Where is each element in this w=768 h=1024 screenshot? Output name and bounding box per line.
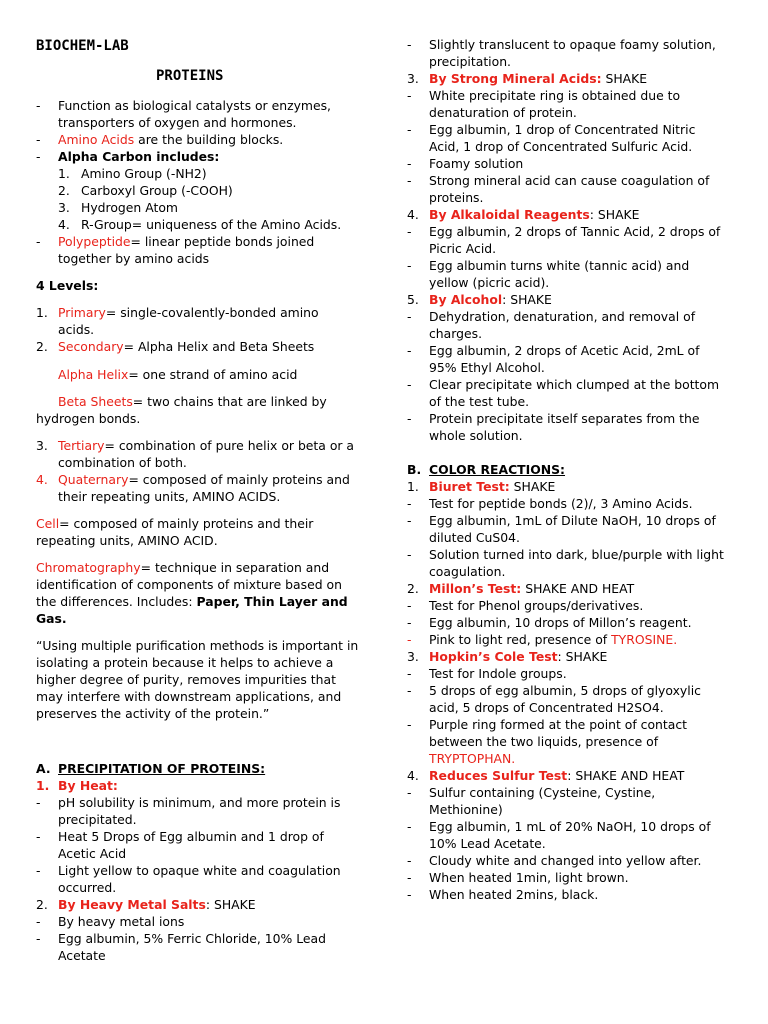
- term-cell: Cell: [36, 516, 60, 531]
- page-subtitle: PROTEINS: [156, 68, 224, 84]
- sulfur-action: : SHAKE AND HEAT: [567, 768, 685, 783]
- alpha-carbon-item: R-Group= uniqueness of the Amino Acids.: [81, 217, 342, 232]
- number-marker: 1.: [407, 479, 419, 494]
- sulfur-bullet-cont: Methionine): [429, 802, 503, 817]
- bullet-marker: -: [407, 173, 412, 188]
- sulfur-bullet: When heated 1min, light brown.: [429, 870, 629, 885]
- term-tertiary: Tertiary: [58, 438, 105, 453]
- alkaloidal-bullet-cont: yellow (picric acid).: [429, 275, 550, 290]
- biuret-action: SHAKE: [509, 479, 556, 494]
- number-marker: 4.: [58, 217, 70, 232]
- alcohol-bullet: Clear precipitate which clumped at the bottom: [429, 377, 720, 392]
- heavy-bullet: By heavy metal ions: [58, 914, 185, 929]
- bullet-marker: -: [36, 863, 41, 878]
- cell-definition: [36, 515, 313, 532]
- bullet-marker: -: [407, 377, 412, 392]
- beta-sheets-text: = two chains that are linked by: [132, 394, 327, 409]
- bullet-marker: -: [407, 258, 412, 273]
- number-marker: 3.: [407, 649, 419, 664]
- term-alcohol: By Alcohol: [429, 292, 503, 307]
- biuret-bullet: Egg albumin, 1mL of Dilute NaOH, 10 drops of: [429, 513, 716, 528]
- intro-amino-acids: [58, 131, 283, 148]
- millon-action: SHAKE AND HEAT: [521, 581, 635, 596]
- heavy-metal-action: : SHAKE: [205, 897, 256, 912]
- alpha-carbon-heading: Alpha Carbon includes:: [58, 149, 220, 164]
- chromatography-line3: [36, 593, 348, 610]
- alpha-helix-text: = one strand of amino acid: [128, 367, 298, 382]
- number-marker: 3.: [407, 71, 419, 86]
- cell-line2: repeating units, AMINO ACID.: [36, 533, 218, 548]
- alcohol-bullet: Egg albumin, 2 drops of Acetic Acid, 2mL of: [429, 343, 700, 358]
- number-marker: 2.: [407, 581, 419, 596]
- term-alkaloidal: By Alkaloidal Reagents: [429, 207, 590, 222]
- quote-line: higher degree of purity, removes impurities that: [36, 672, 336, 687]
- biuret-bullet: Test for peptide bonds (2)/, 3 Amino Acids.: [429, 496, 693, 511]
- mineral-bullet: Strong mineral acid can cause coagulation of: [429, 173, 710, 188]
- term-amino-acids: Amino Acids: [58, 132, 135, 147]
- level-tertiary-line2: combination of both.: [58, 455, 187, 470]
- hopkin-action: : SHAKE: [557, 649, 608, 664]
- mineral-bullet-cont: proteins.: [429, 190, 484, 205]
- level-tertiary: [58, 437, 354, 454]
- heat-bullet: Heat 5 Drops of Egg albumin and 1 drop of: [58, 829, 324, 844]
- millon-heading: [429, 580, 634, 597]
- sulfur-bullet: Sulfur containing (Cysteine, Cystine,: [429, 785, 656, 800]
- biuret-bullet: Solution turned into dark, blue/purple with light: [429, 547, 724, 562]
- number-marker: 1.: [58, 166, 70, 181]
- biuret-heading: [429, 478, 555, 495]
- sulfur-bullet: When heated 2mins, black.: [429, 887, 599, 902]
- term-millon: Millon’s Test:: [429, 581, 522, 596]
- mineral-acids-action: SHAKE: [601, 71, 648, 86]
- chromatography-types: Paper, Thin Layer and: [196, 594, 348, 609]
- sulfur-heading: [429, 767, 684, 784]
- level-quaternary-line2: their repeating units, AMINO ACIDS.: [58, 489, 281, 504]
- number-marker: 3.: [36, 438, 48, 453]
- alkaloidal-bullet: Egg albumin, 2 drops of Tannic Acid, 2 drops of: [429, 224, 721, 239]
- chromatography-line4: Gas.: [36, 611, 67, 626]
- alkaloidal-bullet-cont: Picric Acid.: [429, 241, 497, 256]
- mineral-bullet: White precipitate ring is obtained due to: [429, 88, 681, 103]
- bullet-marker: -: [407, 632, 412, 647]
- by-heat-heading: By Heat:: [58, 778, 118, 793]
- hopkin-bullet-cont: between the two liquids, presence of: [429, 734, 659, 749]
- alcohol-bullet-cont: whole solution.: [429, 428, 523, 443]
- bullet-marker: -: [407, 156, 412, 171]
- hopkin-bullet: Purple ring formed at the point of contact: [429, 717, 688, 732]
- hopkin-bullet: Test for Indole groups.: [429, 666, 567, 681]
- heat-bullet-cont: occurred.: [58, 880, 117, 895]
- heavy-metal-heading: [58, 896, 256, 913]
- millon-bullet: [429, 631, 677, 648]
- mineral-acids-heading: [429, 70, 647, 87]
- bullet-marker: -: [407, 683, 412, 698]
- alcohol-bullet: Protein precipitate itself separates from the: [429, 411, 700, 426]
- intro-polypeptide: [58, 233, 314, 250]
- number-marker: 5.: [407, 292, 419, 307]
- beta-sheets-line: [58, 393, 327, 410]
- alpha-carbon-item: Amino Group (-NH2): [81, 166, 207, 181]
- term-heavy-metal: By Heavy Metal Salts: [58, 897, 206, 912]
- alcohol-action: : SHAKE: [502, 292, 552, 307]
- millon-bullet: Egg albumin, 10 drops of Millon’s reagent.: [429, 615, 692, 630]
- term-mineral-acids: By Strong Mineral Acids:: [429, 71, 602, 86]
- bullet-marker: -: [407, 343, 412, 358]
- bullet-marker: -: [407, 309, 412, 324]
- sulfur-bullet-cont: 10% Lead Acetate.: [429, 836, 546, 851]
- cell-text: = composed of mainly proteins and their: [59, 516, 314, 531]
- alcohol-heading: [429, 291, 552, 308]
- bullet-marker: -: [407, 870, 412, 885]
- term-polypeptide: Polypeptide: [58, 234, 131, 249]
- number-marker: 1.: [36, 778, 50, 793]
- intro-function-line2: transporters of oxygen and hormones.: [58, 115, 297, 130]
- chromatography-definition: [36, 559, 329, 576]
- biuret-bullet-cont: diluted CuS04.: [429, 530, 520, 545]
- term-beta-sheets: Beta Sheets: [58, 394, 133, 409]
- term-tryptophan: TRYPTOPHAN.: [429, 751, 516, 766]
- number-marker: 3.: [58, 200, 70, 215]
- bullet-marker: -: [407, 122, 412, 137]
- hopkin-heading: [429, 648, 607, 665]
- biuret-bullet-cont: coagulation.: [429, 564, 506, 579]
- mineral-bullet: Foamy solution: [429, 156, 524, 171]
- alpha-helix-line: [58, 366, 297, 383]
- bullet-marker: -: [36, 234, 41, 249]
- heavy-bullet: Egg albumin, 5% Ferric Chloride, 10% Lead: [58, 931, 327, 946]
- term-secondary: Secondary: [58, 339, 124, 354]
- alkaloidal-action: : SHAKE: [589, 207, 640, 222]
- bullet-marker: -: [36, 914, 41, 929]
- bullet-marker: -: [407, 819, 412, 834]
- millon-bullet: Test for Phenol groups/derivatives.: [429, 598, 644, 613]
- term-primary: Primary: [58, 305, 106, 320]
- bullet-marker: -: [407, 411, 412, 426]
- bullet-marker: -: [407, 666, 412, 681]
- level-primary-line2: acids.: [58, 322, 95, 337]
- mineral-bullet-cont: Acid, 1 drop of Concentrated Sulfuric Acid.: [429, 139, 693, 154]
- bullet-marker: -: [407, 615, 412, 630]
- intro-polypeptide-text: = linear peptide bonds joined: [130, 234, 315, 249]
- heavy-bullet-cont: Acetate: [58, 948, 106, 963]
- number-marker: 4.: [407, 207, 419, 222]
- number-marker: 4.: [407, 768, 419, 783]
- quote-line: isolating a protein because it helps to achieve a: [36, 655, 334, 670]
- level-tertiary-text: = combination of pure helix or beta or a: [104, 438, 355, 453]
- level-secondary: [58, 338, 314, 355]
- hopkin-bullet: 5 drops of egg albumin, 5 drops of glyoxylic: [429, 683, 701, 698]
- term-quaternary: Quaternary: [58, 472, 129, 487]
- bullet-marker: -: [36, 98, 41, 113]
- alcohol-bullet: Dehydration, denaturation, and removal of: [429, 309, 696, 324]
- heavy-bullet-cont: precipitation.: [429, 54, 511, 69]
- number-marker: 4.: [36, 472, 48, 487]
- alcohol-bullet-cont: of the test tube.: [429, 394, 530, 409]
- quote-line: “Using multiple purification methods is important in: [36, 638, 359, 653]
- section-letter: A.: [36, 761, 51, 776]
- quote-line: preserves the activity of the protein.”: [36, 706, 270, 721]
- term-biuret: Biuret Test:: [429, 479, 510, 494]
- term-alpha-helix: Alpha Helix: [58, 367, 129, 382]
- bullet-marker: -: [407, 547, 412, 562]
- alkaloidal-bullet: Egg albumin turns white (tannic acid) and: [429, 258, 690, 273]
- hopkin-bullet-cont: acid, 5 drops of Concentrated H2SO4.: [429, 700, 664, 715]
- document-title: BIOCHEM-LAB: [36, 38, 129, 54]
- intro-polypeptide-line2: together by amino acids: [58, 251, 210, 266]
- precipitation-heading: PRECIPITATION OF PROTEINS:: [58, 761, 266, 776]
- quote-line: may interfere with downstream applications, and: [36, 689, 342, 704]
- term-sulfur: Reduces Sulfur Test: [429, 768, 568, 783]
- chromatography-line2: identification of components of mixture based on: [36, 577, 342, 592]
- bullet-marker: -: [407, 853, 412, 868]
- bullet-marker: -: [407, 224, 412, 239]
- bullet-marker: -: [407, 598, 412, 613]
- bullet-marker: -: [407, 717, 412, 732]
- bullet-marker: -: [407, 496, 412, 511]
- intro-amino-text: are the building blocks.: [134, 132, 284, 147]
- intro-function-line1: Function as biological catalysts or enzymes,: [58, 98, 331, 113]
- bullet-marker: -: [407, 513, 412, 528]
- term-chromatography: Chromatography: [36, 560, 141, 575]
- section-letter: B.: [407, 462, 422, 477]
- alkaloidal-heading: [429, 206, 640, 223]
- mineral-bullet-cont: denaturation of protein.: [429, 105, 577, 120]
- heat-bullet: pH solubility is minimum, and more protein is: [58, 795, 341, 810]
- bullet-marker: -: [36, 132, 41, 147]
- bullet-marker: -: [407, 88, 412, 103]
- alpha-carbon-item: Hydrogen Atom: [81, 200, 178, 215]
- heavy-bullet: Slightly translucent to opaque foamy solution,: [429, 37, 716, 52]
- level-quaternary-text: = composed of mainly proteins and: [128, 472, 350, 487]
- levels-heading: 4 Levels:: [36, 278, 99, 293]
- level-secondary-text: = Alpha Helix and Beta Sheets: [123, 339, 315, 354]
- bullet-marker: -: [407, 785, 412, 800]
- bullet-marker: -: [407, 37, 412, 52]
- bullet-marker: -: [36, 795, 41, 810]
- bullet-marker: -: [36, 931, 41, 946]
- beta-sheets-line2: hydrogen bonds.: [36, 411, 141, 426]
- millon-result-text: Pink to light red, presence of: [429, 632, 612, 647]
- term-hopkin: Hopkin’s Cole Test: [429, 649, 558, 664]
- number-marker: 2.: [36, 897, 48, 912]
- level-primary-text: = single-covalently-bonded amino: [105, 305, 319, 320]
- number-marker: 2.: [58, 183, 70, 198]
- sulfur-bullet: Egg albumin, 1 mL of 20% NaOH, 10 drops of: [429, 819, 711, 834]
- level-quaternary: [58, 471, 350, 488]
- bullet-marker: -: [407, 887, 412, 902]
- number-marker: 2.: [36, 339, 48, 354]
- color-reactions-heading: COLOR REACTIONS:: [429, 462, 566, 477]
- bullet-marker: -: [36, 829, 41, 844]
- chromatography-text: = technique in separation and: [140, 560, 330, 575]
- heat-bullet-cont: precipitated.: [58, 812, 137, 827]
- mineral-bullet: Egg albumin, 1 drop of Concentrated Nitric: [429, 122, 696, 137]
- chromatography-line3-text: the differences. Includes:: [36, 594, 197, 609]
- number-marker: 1.: [36, 305, 48, 320]
- level-primary: [58, 304, 319, 321]
- term-tyrosine: TYROSINE.: [611, 632, 678, 647]
- heat-bullet: Light yellow to opaque white and coagulation: [58, 863, 341, 878]
- bullet-marker: -: [36, 149, 41, 164]
- heat-bullet-cont: Acetic Acid: [58, 846, 127, 861]
- alpha-carbon-item: Carboxyl Group (-COOH): [81, 183, 233, 198]
- alcohol-bullet-cont: charges.: [429, 326, 483, 341]
- sulfur-bullet: Cloudy white and changed into yellow after.: [429, 853, 702, 868]
- alcohol-bullet-cont: 95% Ethyl Alcohol.: [429, 360, 545, 375]
